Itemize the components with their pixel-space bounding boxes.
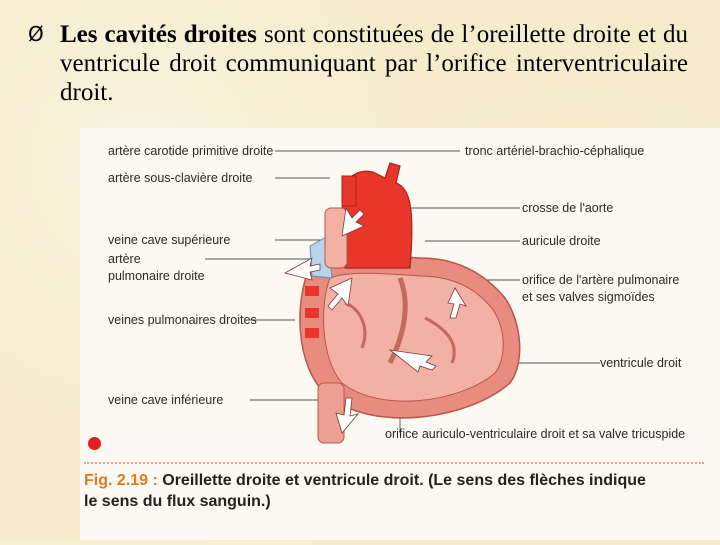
label-carotide: artère carotide primitive droite: [108, 144, 274, 158]
label-ventricule: ventricule droit: [600, 356, 682, 370]
bullet-paragraph: [28, 20, 688, 107]
label-veine-cave-sup: veine cave supérieure: [108, 233, 231, 247]
label-av-orifice: orifice auriculo-ventriculaire droit et sa valve tricuspide: [385, 427, 686, 441]
label-auricule: auricule droite: [522, 234, 601, 248]
label-sous-claviere: artère sous-clavière droite: [108, 171, 253, 185]
figure-caption: [84, 470, 704, 512]
label-veines-pulm: veines pulmonaires droites: [108, 313, 257, 327]
arrow-bullet-icon: Ø: [28, 22, 44, 46]
bullet-lead-bold: Les cavités droites: [60, 21, 257, 48]
caption-line-1: Oreillette droite et ventricule droit. (Le sens des flèches indique: [157, 472, 646, 489]
bullet-text: [60, 20, 688, 107]
bullet-body: sont constituées de l’oreillette droite et du ventricule droit communiquant par l’orifice interventriculaire droit.: [60, 21, 689, 106]
label-pulmonaire: pulmonaire droite: [108, 269, 205, 283]
heart-drawing: [285, 163, 520, 443]
caption-number: Fig. 2.19 :: [84, 472, 158, 489]
label-tronc: tronc artériel-brachio-céphalique: [465, 144, 645, 158]
label-valves-sigmoides: et ses valves sigmoïdes: [522, 290, 655, 304]
label-orifice-pulm: orifice de l'artère pulmonaire: [522, 273, 680, 287]
red-dot-marker: [88, 437, 101, 450]
caption-divider: [84, 462, 704, 464]
caption-line-2: le sens du flux sanguin.): [84, 493, 271, 510]
label-crosse: crosse de l'aorte: [522, 201, 614, 215]
label-artere: artère: [108, 252, 141, 266]
label-veine-cave-inf: veine cave inférieure: [108, 393, 224, 407]
